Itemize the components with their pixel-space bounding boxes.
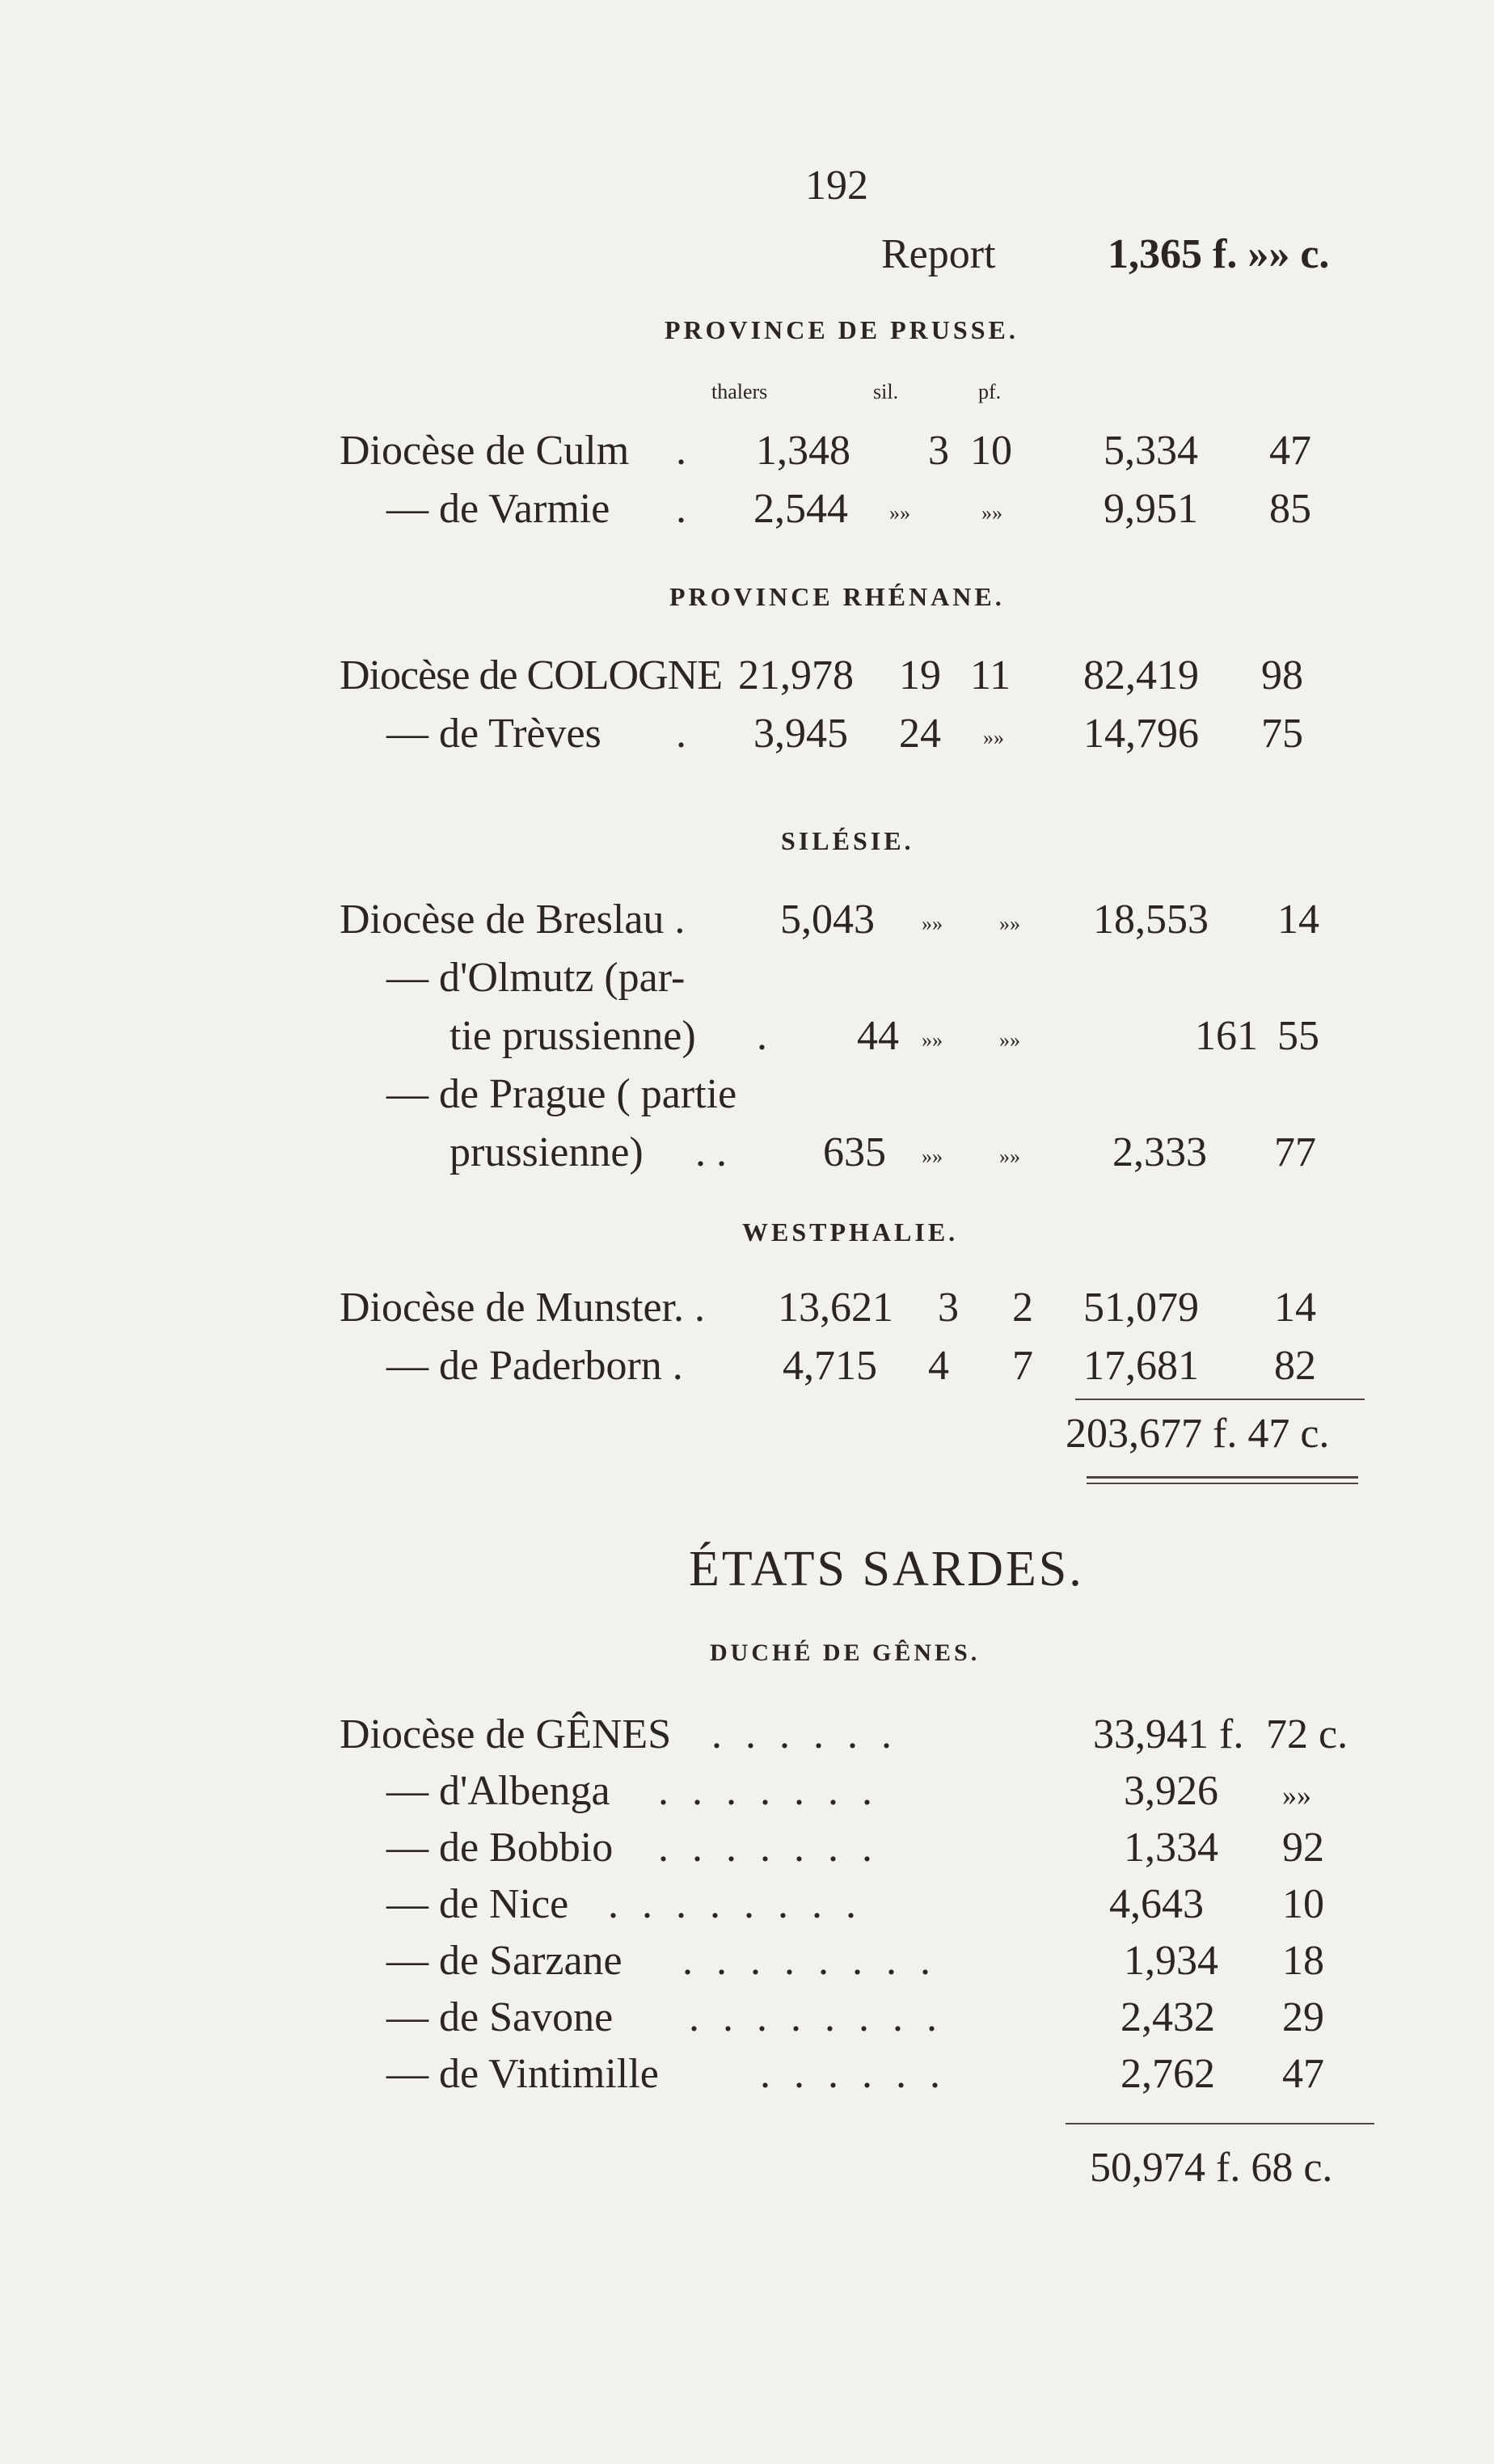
- thalers-value: 1,348: [756, 428, 850, 474]
- leader-dots: .: [676, 711, 686, 757]
- sum-rule: [1075, 1399, 1365, 1400]
- sil-value: 4: [928, 1343, 949, 1389]
- total-westphalie: 203,677 f. 47 c.: [1066, 1411, 1330, 1457]
- francs-value: 33,941 f.: [1093, 1711, 1244, 1757]
- section-heading-prusse: PROVINCE DE PRUSSE.: [665, 315, 1019, 344]
- double-rule-bottom: [1087, 1483, 1358, 1484]
- francs-value: 1,334: [1124, 1825, 1218, 1871]
- cents-value: 98: [1261, 652, 1303, 698]
- leader-dots: . . . . . .: [760, 2051, 947, 2097]
- leader-dots: . . . . . . .: [658, 1768, 879, 1814]
- diocese-name-continued: prussienne): [449, 1129, 644, 1175]
- pf-value: 2: [1012, 1285, 1033, 1331]
- cents-value: 85: [1269, 486, 1311, 532]
- francs-value: 14,796: [1083, 711, 1199, 757]
- francs-value: 2,432: [1120, 1994, 1215, 2040]
- thalers-value: 3,945: [753, 711, 848, 757]
- francs-value: 3,926: [1124, 1768, 1218, 1814]
- francs-value: 18,553: [1093, 897, 1209, 943]
- section-heading-rhenane: PROVINCE RHÉNANE.: [669, 582, 1005, 611]
- leader-dots: .: [676, 428, 686, 474]
- pf-value: »»: [983, 726, 1004, 749]
- diocese-name: Diocèse de Breslau .: [340, 897, 686, 943]
- report-amount: 1,365 f. »» c.: [1108, 231, 1330, 277]
- pf-value: 11: [970, 652, 1011, 698]
- francs-value: 82,419: [1083, 652, 1199, 698]
- column-header-sil: sil.: [873, 380, 899, 403]
- diocese-name: Diocèse de Munster. .: [340, 1285, 706, 1331]
- pf-value: 7: [1012, 1343, 1033, 1389]
- pf-value: »»: [999, 1028, 1020, 1052]
- leader-dots: .: [757, 1013, 767, 1059]
- cents-value: 14: [1277, 897, 1319, 943]
- francs-value: 5,334: [1104, 428, 1198, 474]
- sil-value: 3: [938, 1285, 959, 1331]
- diocese-name: — de Trèves: [386, 711, 601, 757]
- column-header-thalers: thalers: [711, 380, 768, 403]
- cents-value: 10: [1282, 1881, 1324, 1927]
- sil-value: 3: [928, 428, 949, 474]
- francs-value: 4,643: [1109, 1881, 1204, 1927]
- francs-value: 9,951: [1104, 486, 1198, 532]
- francs-value: 161: [1195, 1013, 1258, 1059]
- leader-dots: .: [676, 486, 686, 532]
- cents-value: 29: [1282, 1994, 1324, 2040]
- cents-value: 92: [1282, 1825, 1324, 1871]
- report-label: Report: [881, 231, 996, 277]
- thalers-value: 4,715: [783, 1343, 877, 1389]
- sil-value: »»: [922, 1028, 943, 1052]
- sil-value: 19: [899, 652, 941, 698]
- sil-value: »»: [922, 912, 943, 935]
- diocese-name: — d'Albenga: [386, 1768, 610, 1814]
- cents-value: 77: [1274, 1129, 1316, 1175]
- pf-value: »»: [999, 1145, 1020, 1168]
- francs-value: 51,079: [1083, 1285, 1199, 1331]
- diocese-name: — de Nice: [386, 1881, 569, 1927]
- cents-value: 72 c.: [1266, 1711, 1348, 1757]
- diocese-name: Diocèse de COLOGNE: [340, 652, 722, 698]
- total-sardes: 50,974 f. 68 c.: [1090, 2145, 1333, 2191]
- francs-value: 2,762: [1120, 2051, 1215, 2097]
- cents-value: 18: [1282, 1938, 1324, 1984]
- leader-dots: . . . . . . . .: [689, 1994, 943, 2040]
- page-number: 192: [805, 162, 868, 209]
- section-heading-duche-genes: DUCHÉ DE GÊNES.: [710, 1639, 981, 1666]
- leader-dots: . . . . . . . .: [608, 1881, 863, 1927]
- diocese-name: Diocèse de Culm: [340, 428, 630, 474]
- cents-value: »»: [1282, 1779, 1311, 1812]
- section-title-etats-sardes: ÉTATS SARDES.: [689, 1542, 1084, 1597]
- section-heading-silesie: SILÉSIE.: [781, 826, 914, 855]
- diocese-name: Diocèse de GÊNES: [340, 1711, 672, 1757]
- cents-value: 14: [1274, 1285, 1316, 1331]
- cents-value: 55: [1277, 1013, 1319, 1059]
- francs-value: 1,934: [1124, 1938, 1218, 1984]
- pf-value: »»: [981, 501, 1002, 525]
- column-header-pf: pf.: [978, 380, 1002, 403]
- cents-value: 75: [1261, 711, 1303, 757]
- diocese-name: — d'Olmutz (par-: [386, 955, 686, 1001]
- diocese-name: — de Vintimille: [386, 2051, 659, 2097]
- diocese-name: — de Prague ( partie: [386, 1071, 737, 1117]
- pf-value: »»: [999, 912, 1020, 935]
- sil-value: 24: [899, 711, 941, 757]
- sil-value: »»: [889, 501, 910, 525]
- francs-value: 2,333: [1112, 1129, 1207, 1175]
- diocese-name: — de Paderborn .: [386, 1343, 683, 1389]
- cents-value: 47: [1282, 2051, 1324, 2097]
- diocese-name: — de Savone: [386, 1994, 614, 2040]
- thalers-value: 13,621: [778, 1285, 893, 1331]
- thalers-value: 21,978: [738, 652, 854, 698]
- pf-value: 10: [970, 428, 1012, 474]
- leader-dots: . . . . . . .: [658, 1825, 879, 1871]
- leader-dots: . . . . . . . .: [682, 1938, 937, 1984]
- sum-rule: [1066, 2123, 1374, 2124]
- thalers-value: 635: [823, 1129, 886, 1175]
- double-rule-top: [1087, 1476, 1358, 1479]
- thalers-value: 44: [857, 1013, 899, 1059]
- leader-dots: . . . . . .: [711, 1711, 898, 1757]
- diocese-name: — de Sarzane: [386, 1938, 622, 1984]
- thalers-value: 2,544: [753, 486, 848, 532]
- thalers-value: 5,043: [780, 897, 875, 943]
- cents-value: 47: [1269, 428, 1311, 474]
- sil-value: »»: [922, 1145, 943, 1168]
- section-heading-westphalie: WESTPHALIE.: [742, 1217, 959, 1247]
- francs-value: 17,681: [1083, 1343, 1199, 1389]
- diocese-name-continued: tie prussienne): [449, 1013, 696, 1059]
- leader-dots: . .: [695, 1129, 727, 1175]
- diocese-name: — de Bobbio: [386, 1825, 614, 1871]
- diocese-name: — de Varmie: [386, 486, 610, 532]
- cents-value: 82: [1274, 1343, 1316, 1389]
